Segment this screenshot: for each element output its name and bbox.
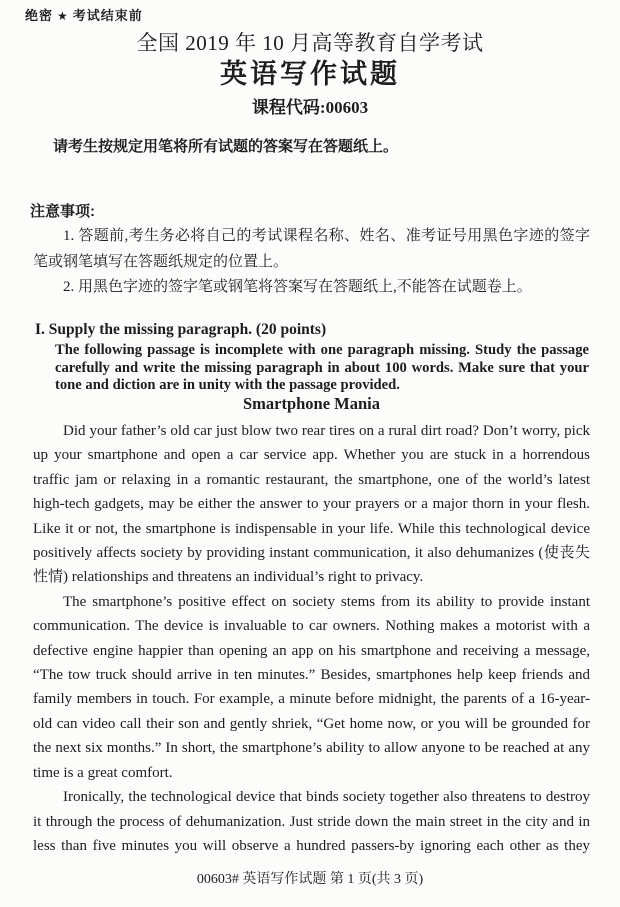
passage-paragraph-2: The smartphone’s positive effect on society stems from its ability to provide instant communication. The device is invaluable to car owners. Nothing makes a motorist with a defective engine happier than opening an app on his smartphone and receiving a message, “The tow truck should arrive in ten minutes.” Besides, smartphones help keep friends and family members in touch. For example, a minute before midnight, the parents of a 16-year-old can video call their son and gently shriek, “Get home now, or you will be grounded for the next six months.” In short, the smartphone’s ability to allow anyone to be reached at any time is a great comfort. — [33, 593, 590, 781]
course-code: 课程代码:00603 — [251, 98, 369, 117]
exam-session-title: 全国 2019 年 10 月高等教育自学考试 — [136, 31, 484, 55]
page-footer: 00603# 英语写作试题 第 1 页(共 3 页) — [196, 872, 424, 887]
passage-paragraph-1: Did your father’s old car just blow two rear tires on a rural dirt road? Don’t worry, pick up your smartphone and open a car service app. Whether you are stuck in a horrendous traffic jam or relaxing in a romantic restaurant, the smartphone, one of the world’s latest high-tech gadgets, may be either the answer to your prayers or a major thorn in your flesh. Like it or not, the smartphone is indispensable in your life. While this technological device positively affects society by providing instant communication, it also dehumanizes (使丧失性情) relationships and threatens an individual’s right to privacy. — [33, 423, 590, 586]
section-1-heading: I. Supply the missing paragraph. (20 points) — [35, 321, 327, 338]
notes-list — [33, 224, 590, 301]
passage-paragraph-3: Ironically, the technological device that binds society together also threatens to destroy it through the process of dehumanization. Just stride down the main street in the city and in less than five minutes you will observe a hundred passers-by ignoring each other as they — [33, 789, 590, 854]
passage-title: Smartphone Mania — [242, 394, 381, 413]
notes-heading: 注意事项: — [30, 203, 95, 220]
passage-body — [33, 419, 590, 858]
note-item-1: 1. 答题前,考生务必将自己的考试课程名称、姓名、准考证号用黑色字迹的签字笔或钢笔填写在答题纸规定的位置上。 — [33, 228, 590, 270]
section-1-instructions: The following passage is incomplete with one paragraph missing. Study the passage carefully and write the missing paragraph in about 100 words. Make sure that your tone and diction are in unity with the passage provided. — [55, 342, 589, 394]
paper-title: 英语写作试题 — [220, 59, 400, 89]
pen-instruction-notice: 请考生按规定用笔将所有试题的答案写在答题纸上。 — [53, 138, 399, 155]
security-label-right: 考试结束前 — [72, 8, 143, 23]
star-icon: ★ — [57, 9, 69, 23]
security-label-left: 绝密 — [25, 8, 54, 23]
note-item-2: 2. 用黑色字迹的签字笔或钢笔将答案写在答题纸上,不能答在试题卷上。 — [63, 279, 532, 295]
security-classification — [25, 5, 143, 24]
